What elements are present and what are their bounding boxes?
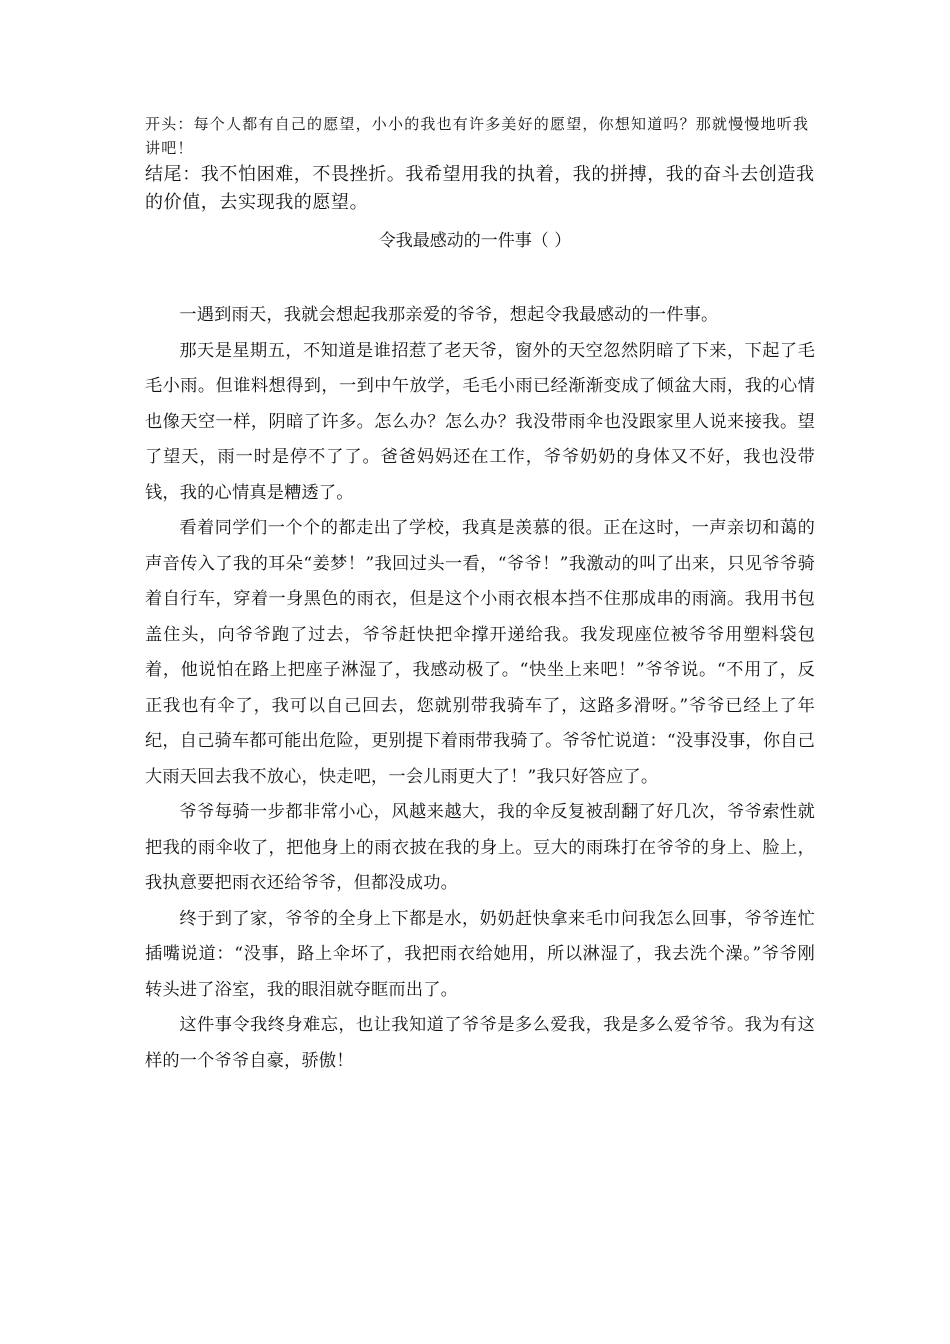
essay-paragraph: 看着同学们一个个的都走出了学校，我真是羡慕的很。正在这时，一声亲切和蔼的声音传入了我的耳朵“姜梦！”我回过头一看，“爷爷！”我激动的叫了出来，只见爷爷骑着自行车，穿着一身黑色的雨衣，但是这个小雨衣根本挡不住那成串的雨滴。我用书包盖住头，向爷爷跑了过去，爷爷赶快把伞撑开递给我。我发现座位被爷爷用塑料袋包着，他说怕在路上把座子淋湿了，我感动极了。“快坐上来吧！”爷爷说。“不用了，反正我也有伞了，我可以自己回去，您就别带我骑车了，这路多滑呀。”爷爷已经上了年纪，自己骑车都可能出危险，更别提下着雨带我骑了。爷爷忙说道：“没事没事，你自己大雨天回去我不放心，快走吧，一会儿雨更大了！”我只好答应了。 xyxy=(145,518,815,787)
essay-paragraph: 爷爷每骑一步都非常小心，风越来越大，我的伞反复被刮翻了好几次，爷爷索性就把我的雨伞收了，把他身上的雨衣披在我的身上。豆大的雨珠打在爷爷的身上、脸上，我执意要把雨衣还给爷爷，但都没成功。 xyxy=(145,802,815,893)
essay-paragraph: 一遇到雨天，我就会想起我那亲爱的爷爷，想起令我最感动的一件事。 xyxy=(179,305,719,325)
essay-paragraph: 这件事令我终身难忘，也让我知道了爷爷是多么爱我，我是多么爱爷爷。我为有这样的一个爷爷自豪，骄傲！ xyxy=(145,1015,815,1071)
opening-sentence: 开头：每个人都有自己的愿望，小小的我也有许多美好的愿望，你想知道吗？那就慢慢地听我讲吧！ xyxy=(145,115,810,157)
essay-body xyxy=(145,298,815,1079)
essay-paragraph: 那天是星期五，不知道是谁招惹了老天爷，窗外的天空忽然阴暗了下来，下起了毛毛小雨。但谁料想得到，一到中午放学，毛毛小雨已经渐渐变成了倾盆大雨，我的心情也像天空一样，阴暗了许多。怎么办？怎么办？我没带雨伞也没跟家里人说来接我。望了望天，雨一时是停不了了。爸爸妈妈还在工作，爷爷奶奶的身体又不好，我也没带钱，我的心情真是糟透了。 xyxy=(145,340,815,503)
essay-title: 令我最感动的一件事（ ） xyxy=(378,231,572,251)
essay-paragraph: 终于到了家，爷爷的全身上下都是水，奶奶赶快拿来毛巾问我怎么回事，爷爷连忙插嘴说道：“没事，路上伞坏了，我把雨衣给她用，所以淋湿了，我去洗个澡。”爷爷刚转头进了浴室，我的眼泪就夺眶而出了。 xyxy=(145,908,815,1000)
ending-sentence: 结尾：我不怕困难，不畏挫折。我希望用我的执着，我的拼搏，我的奋斗去创造我的价值，去实现我的愿望。 xyxy=(145,164,815,213)
